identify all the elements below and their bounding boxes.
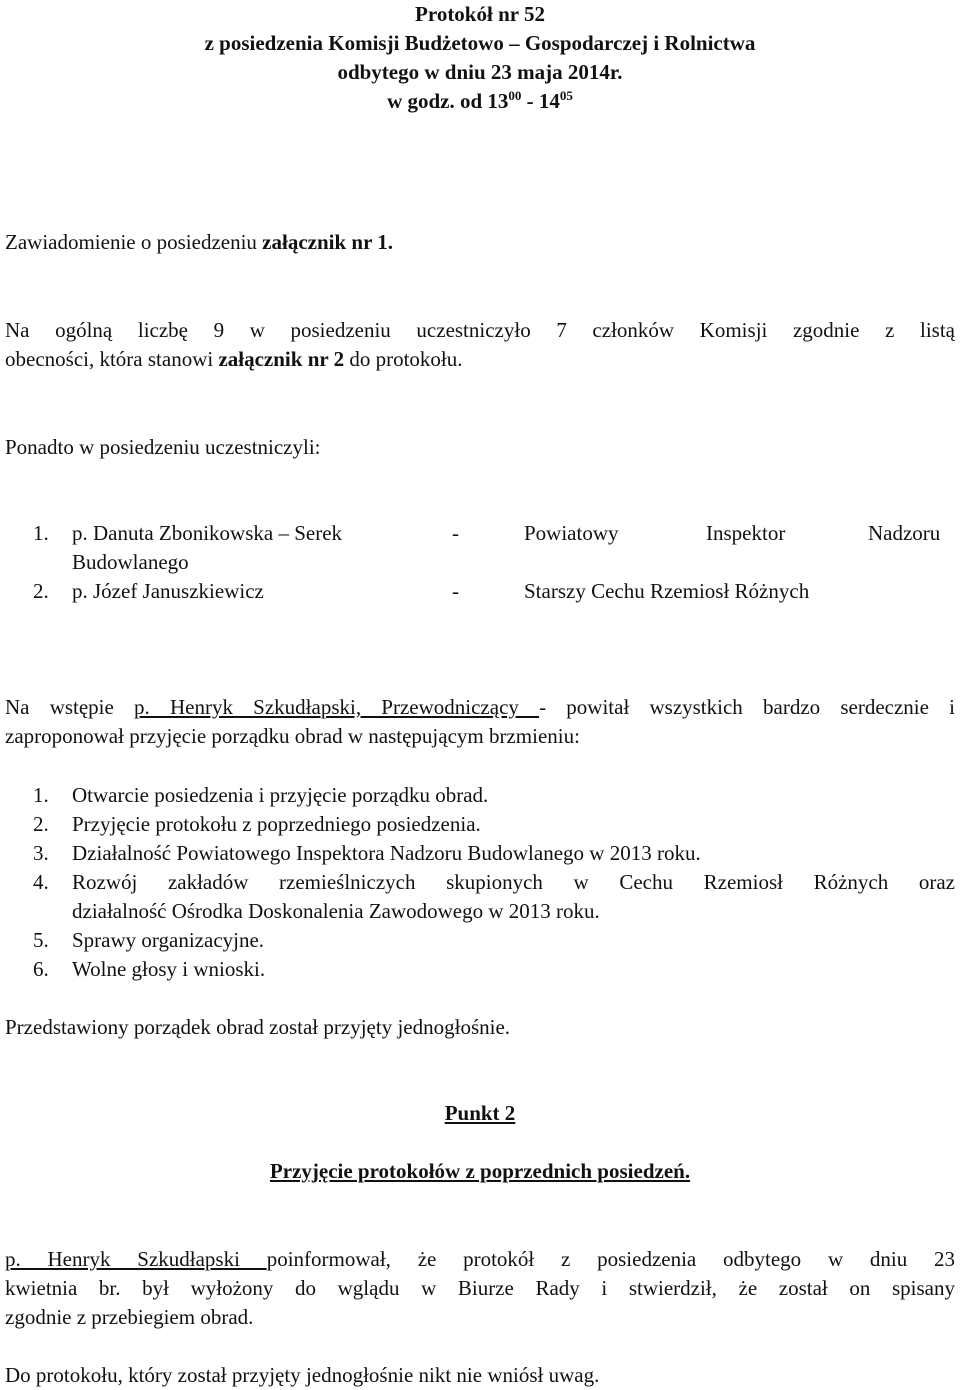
point-2-para-line-3: zgodnie z przebiegiem obrad. [5, 1305, 254, 1329]
guests-heading: Ponadto w posiedzeniu uczestniczyli: [5, 435, 321, 459]
agenda-item-cont: działalność Ośrodka Doskonalenia Zawodowego w 2013 roku. [72, 899, 600, 923]
guest-dash: - [452, 521, 459, 545]
guest-role-cont: Budowlanego [72, 550, 189, 574]
guest-role-word: Inspektor [706, 521, 786, 545]
point-2-heading: Punkt 2 [444, 1101, 516, 1125]
intro-line-1: Na wstępie p. Henryk Szkudłapski, Przewodniczący - powitał wszystkich bardzo serdecznie i [5, 695, 955, 719]
point-2-subheading: Przyjęcie protokołów z poprzednich posiedzeń. [269, 1159, 691, 1183]
intro-line-2: zaproponował przyjęcie porządku obrad w następującym brzmieniu: [5, 724, 580, 748]
guest-number: 1. [33, 521, 49, 545]
attendance-line-2: obecności, która stanowi załącznik nr 2 do protokołu. [5, 347, 463, 371]
guest-dash: - [452, 579, 459, 603]
agenda-number: 1. [33, 783, 49, 807]
agenda-item: Wolne głosy i wnioski. [72, 957, 266, 981]
point-2-para-line-1: p. Henryk Szkudłapski poinformował, że protokół z posiedzenia odbytego w dniu 23 [5, 1247, 955, 1271]
guest-number: 2. [33, 579, 49, 603]
chairman-name: p. Henryk Szkudłapski [5, 1247, 267, 1271]
guest-role-word: Nadzoru [868, 521, 941, 545]
document-header [0, 0, 960, 116]
meeting-date-line: odbytego w dniu 23 maja 2014r. [337, 60, 623, 84]
attachment-1: załącznik nr 1. [262, 230, 394, 254]
agenda-number: 6. [33, 957, 49, 981]
agenda-number: 4. [33, 870, 49, 894]
committee-line: z posiedzenia Komisji Budżetowo – Gospodarczej i Rolnictwa [204, 31, 756, 55]
chairman-name: p. Henryk Szkudłapski, Przewodniczący [134, 695, 540, 719]
guest-role: Starszy Cechu Rzemiosł Różnych [524, 579, 810, 603]
agenda-item: Przyjęcie protokołu z poprzedniego posiedzenia. [72, 812, 481, 836]
closing-line: Do protokołu, który został przyjęty jednogłośnie nikt nie wniósł uwag. [5, 1363, 600, 1387]
attendance-line-1: Na ogólną liczbę 9 w posiedzeniu uczestniczyło 7 członków Komisji zgodnie z listą [5, 318, 955, 342]
protocol-title: Protokół nr 52 [415, 2, 545, 26]
agenda-item: Działalność Powiatowego Inspektora Nadzoru Budowlanego w 2013 roku. [72, 841, 701, 865]
agenda-number: 2. [33, 812, 49, 836]
meeting-time-line: w godz. od $13^{00} - 14^{05}$ [387, 88, 573, 113]
notice-line: Zawiadomienie o posiedzeniu załącznik nr 1. [5, 230, 394, 254]
agenda-item: Sprawy organizacyjne. [72, 928, 265, 952]
agenda-number: 3. [33, 841, 49, 865]
agenda-accepted: Przedstawiony porządek obrad został przyjęty jednogłośnie. [5, 1015, 511, 1039]
point-2-para-line-2: kwietnia br. był wyłożony do wglądu w Biurze Rady i stwierdził, że został on spisany [5, 1276, 955, 1300]
attachment-2: załącznik nr 2 [218, 347, 345, 371]
agenda-item: Otwarcie posiedzenia i przyjęcie porządku obrad. [72, 783, 489, 807]
agenda-item: Rozwój zakładów rzemieślniczych skupionych w Cechu Rzemiosł Różnych oraz [72, 870, 955, 894]
time-end-sup: 05 [559, 88, 573, 103]
guest-role-word: Powiatowy [524, 521, 619, 545]
guest-name: p. Danuta Zbonikowska – Serek [72, 521, 343, 545]
guest-name: p. Józef Januszkiewicz [72, 579, 264, 603]
time-start-sup: 00 [508, 88, 522, 103]
agenda-number: 5. [33, 928, 49, 952]
